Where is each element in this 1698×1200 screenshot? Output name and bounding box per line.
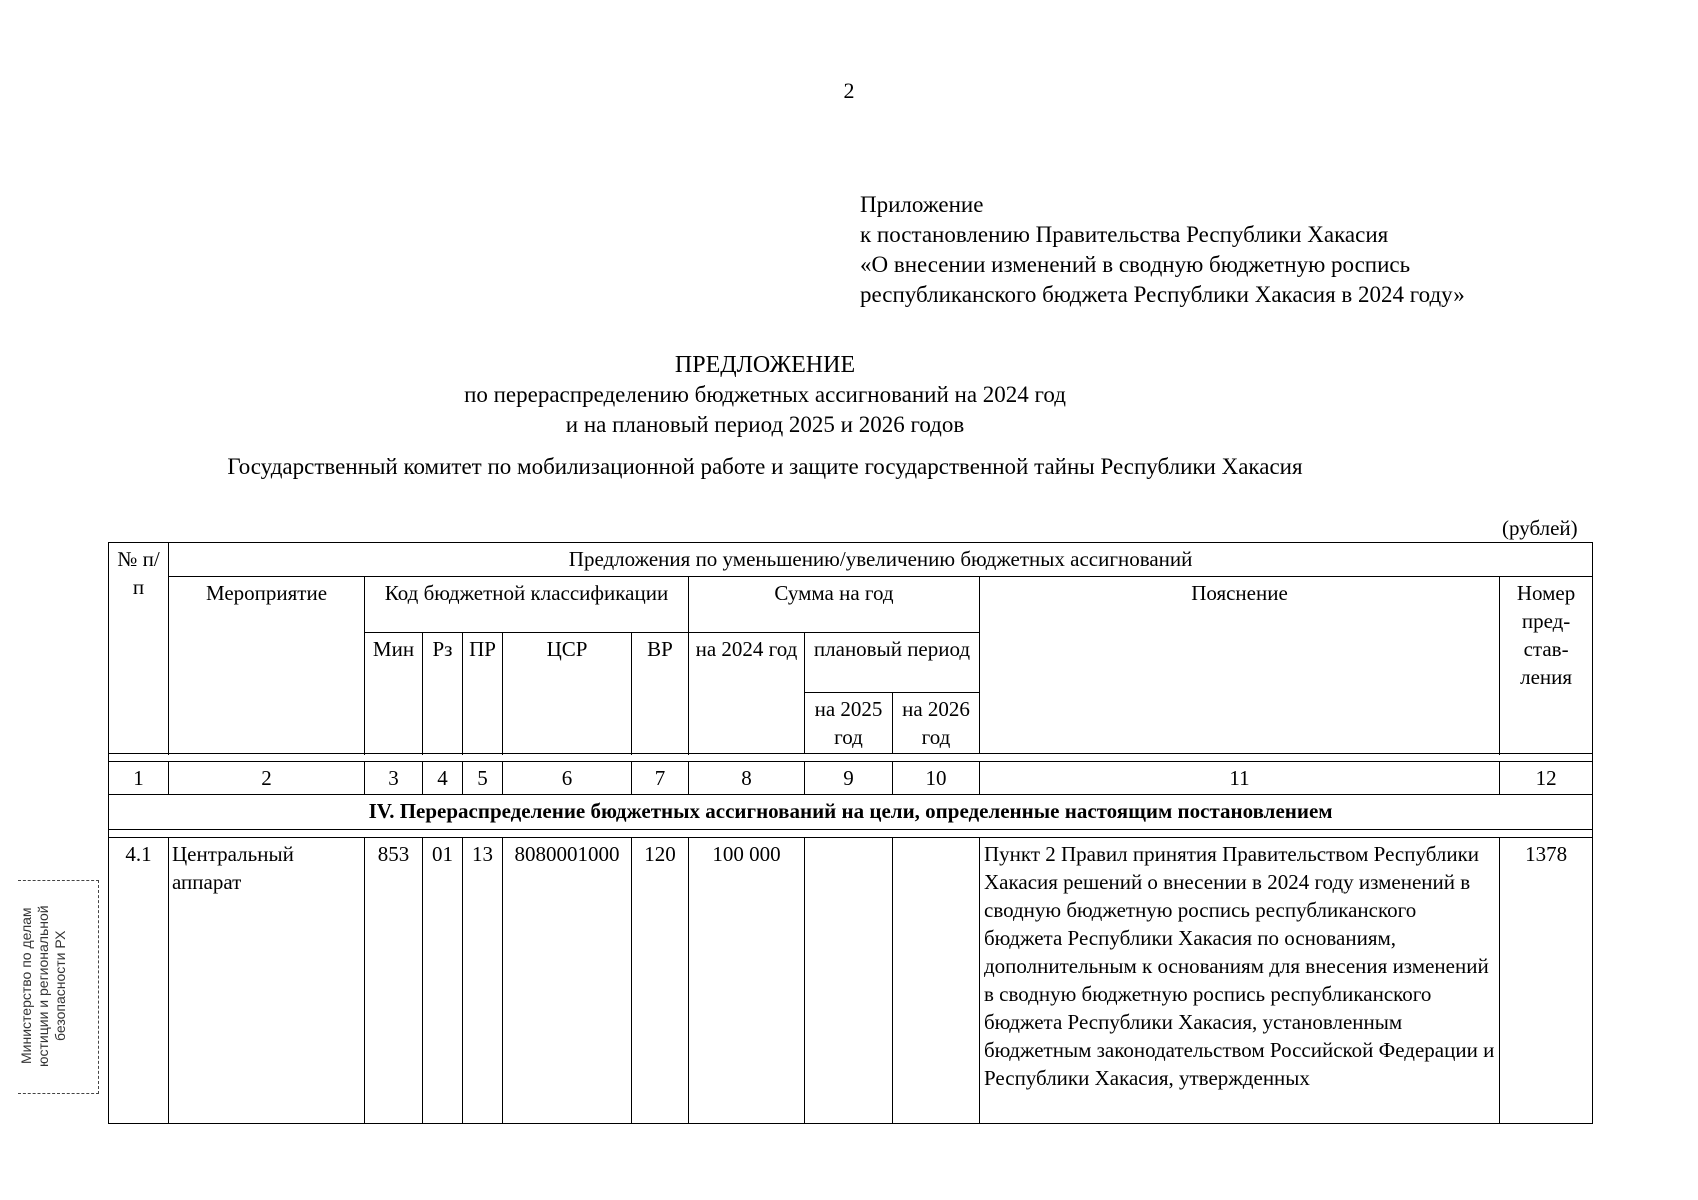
cell-2026 — [893, 838, 980, 1124]
appendix-line: к постановлению Правительства Республики Хакасия — [860, 222, 1389, 247]
cell-num: 4.1 — [109, 838, 169, 1124]
header-proposals: Предложения по уменьшению/увеличению бюджетных ассигнований — [169, 543, 1593, 577]
header-min: Мин — [365, 633, 423, 754]
column-number: 6 — [503, 762, 632, 795]
stamp-text — [18, 880, 98, 1092]
stamp-line: юстиции и региональной — [35, 905, 51, 1067]
appendix-block — [860, 190, 1465, 310]
header-csr: ЦСР — [503, 633, 632, 754]
title-main: ПРЕДЛОЖЕНИЕ — [674, 352, 856, 378]
header-explanation: Пояснение — [980, 577, 1500, 754]
units-label: (рублей) — [1502, 516, 1578, 540]
header-vr: ВР — [632, 633, 689, 754]
cell-event: Центральный аппарат — [169, 838, 365, 1124]
page-number: 2 — [843, 78, 855, 103]
header-rz: Рз — [423, 633, 463, 754]
column-number: 1 — [109, 762, 169, 795]
cell-vr: 120 — [632, 838, 689, 1124]
cell-explanation: Пункт 2 Правил принятия Правительством Республики Хакасия решений о внесении в 2024 году изменений в сводную бюджетную роспись республиканского бюджета Республики Хакасия по основаниям, дополнительным к основаниям для внесения изменений в сводную бюджетную роспись республиканского бюджета Республики Хакасия, установленным бюджетным законодательством Российской Федерации и Республики Хакасия, утвержденных — [980, 838, 1500, 1124]
column-number: 7 — [632, 762, 689, 795]
header-2025: на 2025 год — [805, 693, 893, 754]
cell-rz: 01 — [423, 838, 463, 1124]
cell-2024: 100 000 — [689, 838, 805, 1124]
column-number: 3 — [365, 762, 423, 795]
cell-csr: 8080001000 — [503, 838, 632, 1124]
header-planned-period: плановый период — [805, 633, 980, 693]
column-number: 4 — [423, 762, 463, 795]
cell-rep-number: 1378 — [1500, 838, 1593, 1124]
column-number: 12 — [1500, 762, 1593, 795]
header-event: Мероприятие — [169, 577, 365, 754]
appendix-line: республиканского бюджета Республики Хакасия в 2024 году» — [860, 282, 1465, 307]
cell-pr: 13 — [463, 838, 503, 1124]
title-sub: и на плановый период 2025 и 2026 годов — [565, 412, 965, 437]
cell-min: 853 — [365, 838, 423, 1124]
committee-name: Государственный комитет по мобилизационной работе и защите государственной тайны Республики Хакасия — [227, 454, 1303, 479]
column-number: 11 — [980, 762, 1500, 795]
header-2026: на 2026 год — [893, 693, 980, 754]
header-pr: ПР — [463, 633, 503, 754]
table-row — [109, 838, 1593, 1124]
column-number-row — [109, 762, 1593, 795]
column-number: 5 — [463, 762, 503, 795]
header-sum: Сумма на год — [689, 577, 980, 633]
appendix-line: Приложение — [860, 192, 984, 217]
budget-table — [108, 542, 1593, 1124]
cell-2025 — [805, 838, 893, 1124]
header-num: № п/п — [109, 543, 169, 754]
appendix-line: «О внесении изменений в сводную бюджетную роспись — [860, 252, 1411, 277]
section-heading: IV. Перераспределение бюджетных ассигнований на цели, определенные настоящим постановлением — [109, 795, 1593, 830]
stamp-line: Министерство по делам — [18, 907, 34, 1065]
divider — [109, 830, 1593, 838]
stamp-line: безопасности РХ — [52, 930, 68, 1042]
header-code: Код бюджетной классификации — [365, 577, 689, 633]
header-rep-number: Номер пред-став-ления — [1500, 577, 1593, 754]
column-number: 9 — [805, 762, 893, 795]
document-title — [0, 350, 1530, 440]
column-number: 10 — [893, 762, 980, 795]
title-sub: по перераспределению бюджетных ассигнований на 2024 год — [464, 382, 1066, 407]
divider — [109, 754, 1593, 762]
column-number: 8 — [689, 762, 805, 795]
column-number: 2 — [169, 762, 365, 795]
header-2024: на 2024 год — [689, 633, 805, 754]
